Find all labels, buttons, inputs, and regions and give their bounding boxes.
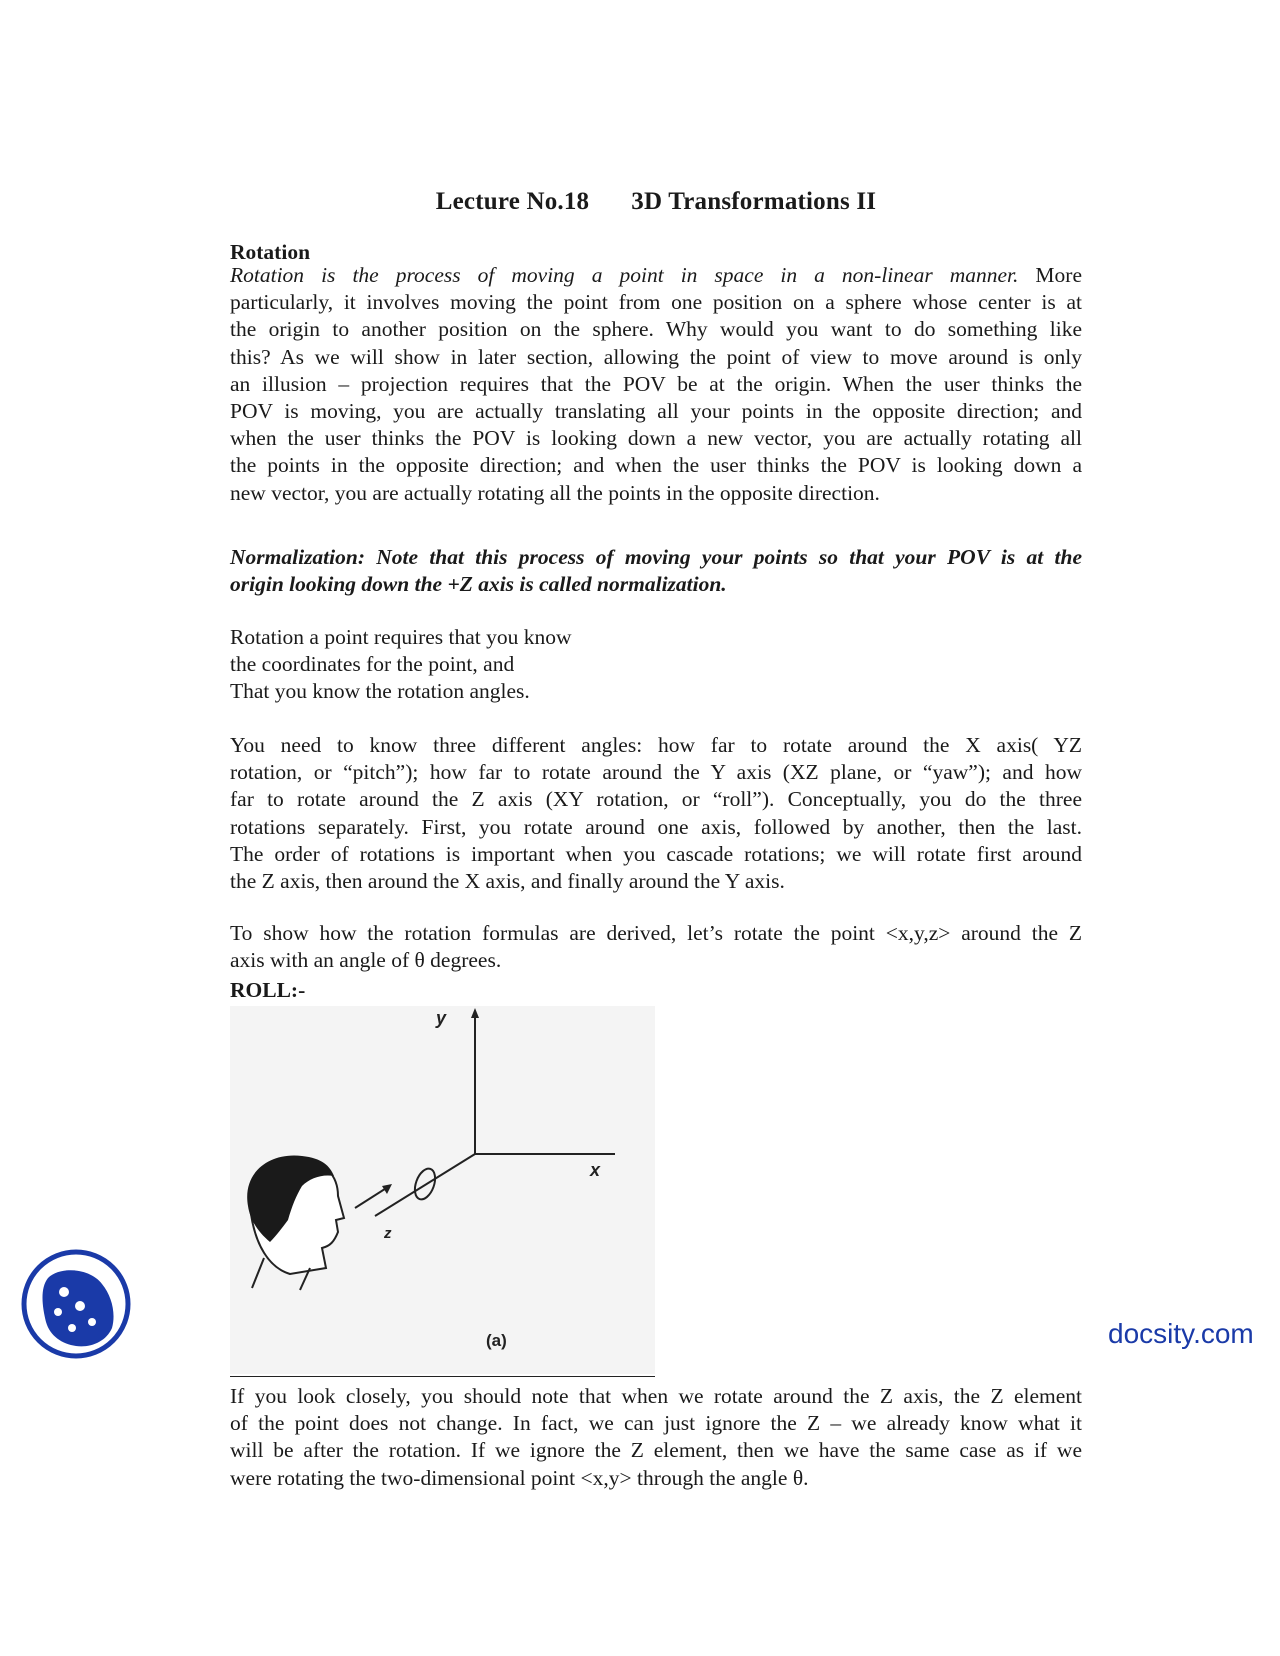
view-arrow [355,1187,388,1208]
paragraph-line: new vector, you are actually rotating all the points in the opposite direction. [230,480,880,505]
formula-intro: To show how the rotation formulas are derived, let’s rotate the point <x,y,z> around the Z axis with an angle of θ degrees. [230,921,1082,973]
roll-diagram [230,1006,655,1374]
paragraph-line: Rotation is the process of moving a point in space in a non-linear manner. More [230,263,1082,287]
figure-caption: (a) [486,1331,507,1350]
paragraph-line: POV is moving, you are actually translating all your points in the opposite direction; and [230,399,1082,424]
paragraph-line: particularly, it involves moving the point from one position on a sphere whose center is at [230,290,1082,315]
y-axis-arrow [471,1008,479,1018]
lecture-number: Lecture No.18 [435,188,590,215]
requirements-list: Rotation a point requires that you know the coordinates for the point, and That you know the rotation angles. [230,625,572,704]
paragraph-line: the points in the opposite direction; and when the user thinks the POV is looking down a [230,453,1082,478]
normalization-note: Normalization: Note that this process of moving your points so that your POV is at the origin looking down the +Z axis is called normalization. [230,545,1082,597]
rotation-paragraph [230,262,1082,507]
paragraph-line: when the user thinks the POV is looking down a new vector, you are actually rotating all [230,426,1082,451]
angles-paragraph: You need to know three different angles: how far to rotate around the X axis( YZ rotation, or “pitch”); how far to rotate around the Y axis (XZ plane, or “yaw”); and how far to rotate around the Z axis (XY rotation, or “roll”). Conceptually, you do the three rotations separately. First, you rotate around one axis, followed by another, then the last. The order of rotations is important when you cascade rotations; we will rotate first around the Z axis, then around the X axis, and finally around the Y axis. [230,733,1082,894]
z-label: z [384,1225,392,1242]
x-label: x [590,1160,601,1180]
paragraph-line: this? As we will show in later section, allowing the point of view to move around is only [230,344,1082,369]
figure-rule [230,1376,655,1377]
docsity-logo-icon [20,1248,132,1360]
closing-paragraph: If you look closely, you should note that when we rotate around the Z axis, the Z element of the point does not change. In fact, we can just ignore the Z – we already know what it will be after the rotation. If we ignore the Z element, then we have the same case as if we were rotating the two-dimensional point <x,y> through the angle θ. [230,1384,1082,1490]
docsity-brand: docsity.com [1108,1318,1254,1349]
paragraph-line: an illusion – projection requires that the POV be at the origin. When the user thinks the [230,371,1082,396]
viewer-head-icon [247,1155,344,1290]
y-label: y [436,1008,447,1028]
paragraph-line: the origin to another position on the sphere. Why would you want to do something like [230,317,1082,342]
roll-heading: ROLL:- [230,978,306,1002]
page-title [230,188,1082,216]
rotation-heading: Rotation [230,240,311,264]
lecture-topic: 3D Transformations II [631,188,877,215]
roll-figure [230,1006,655,1374]
